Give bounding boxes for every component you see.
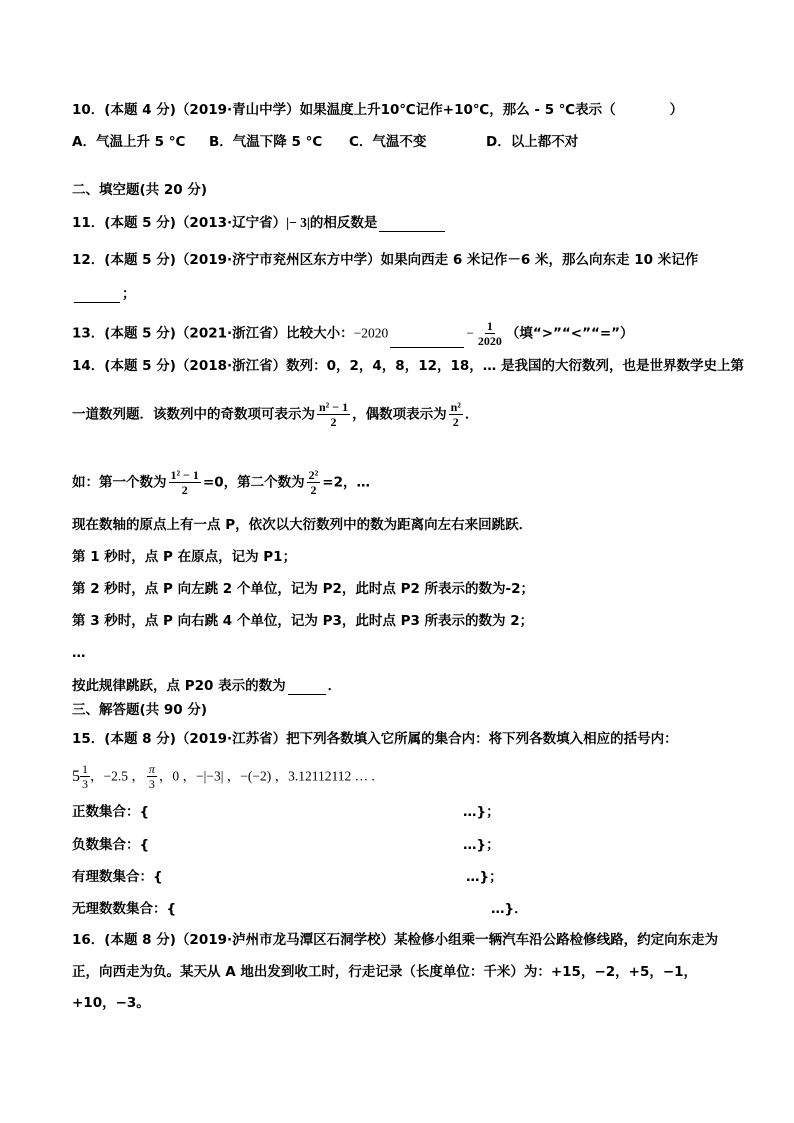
q15-set-negative-end: …}； [463,837,500,853]
q14-example-c: =2，… [322,474,370,491]
q13-tail: （填“>”“<”“=”） [505,325,634,342]
q15-numbers-b: ，0 ，−|−3| ，−(−2) ，3.12112112 … . [158,768,375,784]
q15-set-irrational-label: 无理数数集合：{ [72,901,177,917]
q11-stem: 11．(本题 5 分)（2013·辽宁省） [72,215,287,231]
q15-pi-numerator: π [148,762,155,776]
q14-paragraph-2: 第 1 秒时，点 P 在原点，记为 P1； [72,549,297,565]
q11-answer-blank[interactable] [379,231,445,232]
q14-line1: 14．(本题 5 分)（2018·浙江省）数列：0，2，4，8，12，18，… 是我国的大衍数列，也是世界数学史上第 [72,358,744,374]
q14-odd-term-fraction [317,400,350,429]
q14-paragraph-1: 现在数轴的原点上有一点 P，依次以大衍数列中的数为距离向左右来回跳跃． [72,517,533,533]
q14-p6-text: 按此规律跳跃，点 P20 表示的数为 [72,678,286,694]
q12-stem: 12．(本题 5 分)（2019·济宁市兖州区东方中学）如果向西走 6 米记作－6 米，那么向东走 10 米记作 [72,252,699,268]
q14-line2-b: ，偶数项表示为 [352,406,447,423]
q14-even-numerator: n² [450,400,461,414]
section-solution-title: 三、解答题(共 90 分) [72,702,208,718]
q10-option-c[interactable]: C．气温不变 [349,134,427,150]
q15-mixed-fraction [80,762,90,791]
q14-even-term-fraction [449,400,463,429]
q16-line2: 正，向西走为负。某天从 A 地出发到收工时，行走记录（长度单位：千米）为：+15，−2，+5，−1， [72,964,698,980]
q14-example2-numerator: 2² [308,468,319,482]
q15-numbers-a: ，−2.5 ， [90,768,145,784]
q13-left-value: −2020 [353,325,389,341]
section-fill-in-title: 二、填空题(共 20 分) [72,182,208,198]
q15-pi-fraction [147,762,157,791]
q14-p6-tail: ． [327,678,342,694]
q13-fraction-denominator: 2020 [477,334,502,348]
q11-tail: 的相反数是 [309,215,378,231]
q14-paragraph-4: 第 3 秒时，点 P 向右跳 4 个单位，记为 P3，此时点 P3 所表示的数为 2； [72,613,534,629]
q14-paragraph-5: … [72,645,86,661]
q13-fraction [476,319,504,348]
q16-line3: +10，−3。 [72,995,150,1011]
q15-set-irrational-end: …}． [491,901,528,917]
q12-line2 [72,285,136,303]
q10-option-d[interactable]: D．以上都不对 [486,134,579,150]
q15-set-positive-label: 正数集合：{ [72,804,150,820]
q15-set-positive [72,803,512,821]
q14-example-b: =0，第二个数为 [202,474,305,491]
q14-line2-a: 一道数列题．该数列中的奇数项可表示为 [72,406,315,423]
q14-example2-denominator: 2 [310,483,317,497]
q15-stem: 15．(本题 8 分)（2019·江苏省）把下列各数填入它所属的集合内：将下列各数填入相应的括号内： [72,731,678,747]
q14-answer-blank[interactable] [288,694,326,695]
q12-answer-blank[interactable] [74,302,120,303]
q15-set-positive-end: …}； [463,804,500,820]
q14-example-a: 如：第一个数为 [72,474,167,491]
q13-stem: 13．(本题 5 分)（2021·浙江省）比较大小： [72,325,354,342]
q10-option-a[interactable]: A．气温上升 5 °C [72,134,186,150]
q12-tail: ； [122,286,136,302]
q14-paragraph-3: 第 2 秒时，点 P 向左跳 2 个单位，记为 P2，此时点 P2 所表示的数为-2； [72,581,535,597]
q14-odd-denominator: 2 [330,415,337,429]
q14-line2-c: ． [464,406,479,423]
q15-pi-denominator: 3 [148,777,155,791]
q13 [72,319,634,348]
q15-numbers [72,762,375,791]
q16-line1: 16．(本题 8 分)（2019·泸州市龙马潭区石洞学校）某检修小组乘一辆汽车沿公路检修线路，约定向东走为 [72,932,719,948]
q14-example1-fraction [169,468,201,497]
q14-example1-numerator: 1² − 1 [170,468,199,482]
q14-paragraph-6 [72,677,341,695]
q14-example1-denominator: 2 [181,483,188,497]
q15-mixed-denominator: 3 [82,777,88,791]
q13-answer-blank[interactable] [390,347,464,348]
q10-stem: 10．(本题 4 分)（2019·青山中学）如果温度上升10℃记作+10℃，那么 - 5 ℃表示（ ） [72,102,684,118]
q13-minus-sign: − [466,325,474,341]
q15-mixed-number [72,762,90,791]
q14-example2-fraction [307,468,321,497]
q14-line2 [72,400,478,429]
q15-mixed-numerator: 1 [82,762,88,776]
q14-example [72,468,370,497]
q11-abs-expression: |− 3| [286,215,310,230]
q15-set-irrational [72,900,542,918]
q15-set-negative-label: 负数集合：{ [72,837,150,853]
q11 [72,214,447,232]
q14-odd-numerator: n² − 1 [319,400,349,414]
q10-option-b[interactable]: B．气温下降 5 °C [209,134,323,150]
q15-set-rational [72,868,512,886]
q13-fraction-numerator: 1 [486,319,493,333]
q15-mixed-whole: 5 [72,767,80,785]
q15-set-rational-end: …}； [466,869,503,885]
q15-set-negative [72,836,512,854]
q15-set-rational-label: 有理数集合：{ [72,869,163,885]
q14-even-denominator: 2 [452,415,459,429]
